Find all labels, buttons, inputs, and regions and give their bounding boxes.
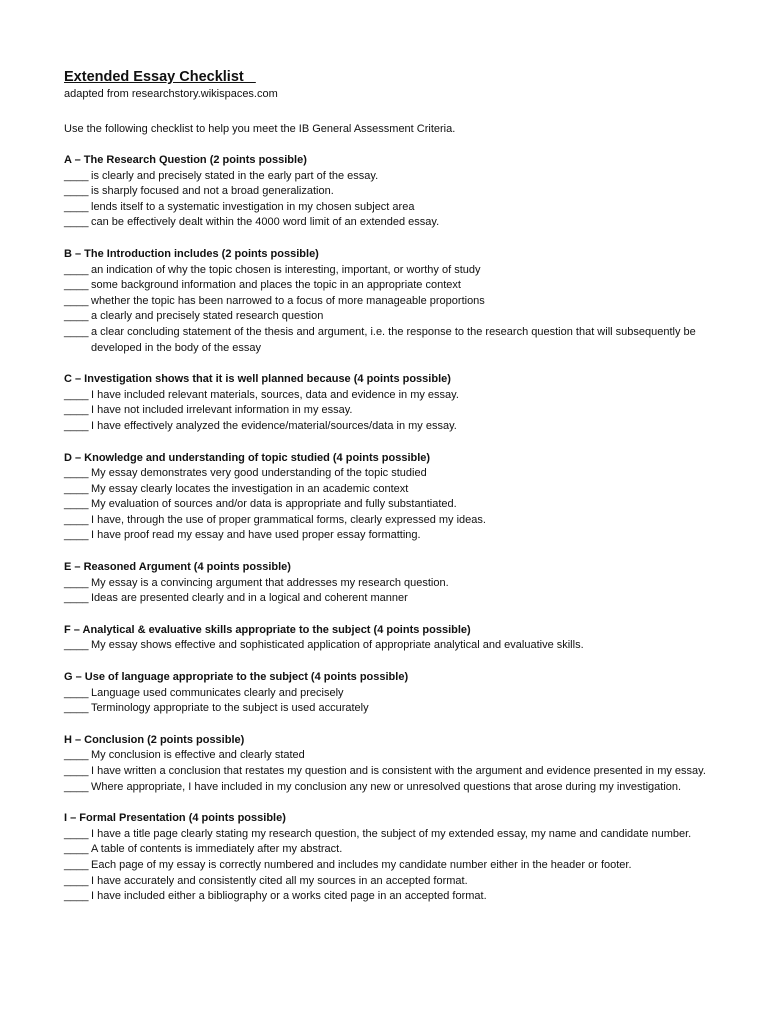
checklist-section bbox=[64, 153, 728, 231]
checklist-item bbox=[64, 388, 728, 404]
checklist-item bbox=[64, 748, 728, 764]
checklist-item-text: Ideas are presented clearly and in a logical and coherent manner bbox=[91, 592, 408, 605]
checklist-item-text: I have a title page clearly stating my research question, the subject of my extended essay, my name and candidate number. bbox=[91, 827, 692, 840]
checklist-item-text: Each page of my essay is correctly numbered and includes my candidate number either in the header or footer. bbox=[91, 858, 632, 871]
section-heading: E – Reasoned Argument (4 points possible) bbox=[64, 561, 291, 574]
checklist-item bbox=[64, 780, 728, 796]
check-blank: ____ bbox=[64, 780, 89, 793]
checklist-section bbox=[64, 560, 728, 607]
checklist-items bbox=[64, 263, 728, 357]
checklist-items bbox=[64, 638, 728, 654]
checklist-item-text: is sharply focused and not a broad generalization. bbox=[91, 185, 334, 198]
check-blank: ____ bbox=[64, 827, 89, 840]
checklist-item bbox=[64, 513, 728, 529]
checklist-item-text: a clear concluding statement of the thesis and argument, i.e. the response to the research question that will subsequently be developed in the body of the essay bbox=[91, 325, 696, 354]
checklist-item-text: My essay demonstrates very good understanding of the topic studied bbox=[91, 467, 427, 480]
checklist-item bbox=[64, 263, 728, 279]
checklist-item bbox=[64, 842, 728, 858]
checklist-sections bbox=[64, 153, 728, 905]
checklist-item-text: an indication of why the topic chosen is interesting, important, or worthy of study bbox=[91, 263, 481, 276]
checklist-section bbox=[64, 451, 728, 545]
checklist-item-text: Where appropriate, I have included in my conclusion any new or unresolved questions that arose during my investigation. bbox=[91, 780, 682, 793]
checklist-item-text: I have included relevant materials, sources, data and evidence in my essay. bbox=[91, 388, 459, 401]
section-heading: H – Conclusion (2 points possible) bbox=[64, 733, 245, 746]
checklist-item-text: My essay shows effective and sophisticated application of appropriate analytical and evaluative skills. bbox=[91, 639, 584, 652]
checklist-item bbox=[64, 874, 728, 890]
source-note: adapted from researchstory.wikispaces.com bbox=[64, 88, 278, 100]
checklist-item bbox=[64, 466, 728, 482]
check-blank: ____ bbox=[64, 639, 89, 652]
checklist-item-text: is clearly and precisely stated in the early part of the essay. bbox=[91, 169, 379, 182]
check-blank: ____ bbox=[64, 482, 89, 495]
checklist-section bbox=[64, 733, 728, 795]
checklist-item-text: some background information and places the topic in an appropriate context bbox=[91, 279, 461, 292]
check-blank: ____ bbox=[64, 388, 89, 401]
checklist-item bbox=[64, 309, 728, 325]
check-blank: ____ bbox=[64, 467, 89, 480]
checklist-item-text: I have not included irrelevant information in my essay. bbox=[91, 404, 353, 417]
checklist-item bbox=[64, 497, 728, 513]
check-blank: ____ bbox=[64, 200, 89, 213]
section-heading: I – Formal Presentation (4 points possible) bbox=[64, 812, 286, 825]
section-heading: B – The Introduction includes (2 points possible) bbox=[64, 247, 319, 260]
checklist-item bbox=[64, 889, 728, 905]
checklist-item bbox=[64, 325, 728, 356]
check-blank: ____ bbox=[64, 858, 89, 871]
checklist-item bbox=[64, 701, 728, 717]
check-blank: ____ bbox=[64, 702, 89, 715]
check-blank: ____ bbox=[64, 513, 89, 526]
check-blank: ____ bbox=[64, 749, 89, 762]
checklist-item-text: My conclusion is effective and clearly stated bbox=[91, 749, 305, 762]
checklist-items bbox=[64, 169, 728, 231]
checklist-items bbox=[64, 388, 728, 435]
check-blank: ____ bbox=[64, 404, 89, 417]
checklist-item-text: I have, through the use of proper grammatical forms, clearly expressed my ideas. bbox=[91, 513, 486, 526]
checklist-item bbox=[64, 403, 728, 419]
checklist-item bbox=[64, 764, 728, 780]
checklist-item bbox=[64, 591, 728, 607]
check-blank: ____ bbox=[64, 686, 89, 699]
checklist-item-text: My essay is a convincing argument that addresses my research question. bbox=[91, 576, 449, 589]
checklist-item-text: Terminology appropriate to the subject is used accurately bbox=[91, 702, 369, 715]
checklist-item-text: I have written a conclusion that restates my question and is consistent with the argument and evidence presented in my essay. bbox=[91, 765, 706, 777]
section-heading: C – Investigation shows that it is well planned because (4 points possible) bbox=[64, 373, 451, 386]
check-blank: ____ bbox=[64, 216, 89, 229]
checklist-item-text: whether the topic has been narrowed to a focus of more manageable proportions bbox=[91, 294, 485, 307]
checklist-section bbox=[64, 670, 728, 717]
checklist-item bbox=[64, 294, 728, 310]
check-blank: ____ bbox=[64, 843, 89, 856]
checklist-item-text: I have accurately and consistently cited all my sources in an accepted format. bbox=[91, 874, 468, 887]
check-blank: ____ bbox=[64, 310, 89, 323]
check-blank: ____ bbox=[64, 529, 89, 542]
check-blank: ____ bbox=[64, 169, 89, 182]
checklist-section bbox=[64, 623, 728, 654]
checklist-section bbox=[64, 247, 728, 356]
check-blank: ____ bbox=[64, 325, 89, 338]
checklist-item-text: A table of contents is immediately after my abstract. bbox=[91, 843, 343, 856]
section-heading: D – Knowledge and understanding of topic studied (4 points possible) bbox=[64, 451, 431, 464]
checklist-section bbox=[64, 372, 728, 434]
check-blank: ____ bbox=[64, 279, 89, 292]
checklist-item-text: My evaluation of sources and/or data is appropriate and fully substantiated. bbox=[91, 498, 457, 511]
checklist-item-text: lends itself to a systematic investigation in my chosen subject area bbox=[91, 200, 415, 213]
checklist-item bbox=[64, 278, 728, 294]
checklist-item-text: I have effectively analyzed the evidence/material/sources/data in my essay. bbox=[91, 419, 457, 432]
check-blank: ____ bbox=[64, 294, 89, 307]
check-blank: ____ bbox=[64, 576, 89, 589]
checklist-item bbox=[64, 858, 728, 874]
checklist-item-text: I have proof read my essay and have used proper essay formatting. bbox=[91, 529, 421, 542]
check-blank: ____ bbox=[64, 263, 89, 276]
check-blank: ____ bbox=[64, 765, 89, 777]
intro-text: Use the following checklist to help you meet the IB General Assessment Criteria. bbox=[64, 123, 456, 135]
checklist-items bbox=[64, 827, 728, 905]
section-heading: G – Use of language appropriate to the subject (4 points possible) bbox=[64, 671, 409, 684]
check-blank: ____ bbox=[64, 890, 89, 903]
checklist-items bbox=[64, 576, 728, 607]
check-blank: ____ bbox=[64, 592, 89, 605]
checklist-item bbox=[64, 419, 728, 435]
checklist-item bbox=[64, 686, 728, 702]
checklist-items bbox=[64, 686, 728, 717]
checklist-item-text: Language used communicates clearly and precisely bbox=[91, 686, 344, 699]
checklist-item-text: My essay clearly locates the investigation in an academic context bbox=[91, 482, 409, 495]
checklist-item bbox=[64, 215, 728, 231]
checklist-item-text: can be effectively dealt within the 4000 word limit of an extended essay. bbox=[91, 216, 440, 229]
checklist-item bbox=[64, 827, 728, 843]
check-blank: ____ bbox=[64, 185, 89, 198]
document-title: Extended Essay Checklist bbox=[64, 69, 256, 85]
checklist-item bbox=[64, 184, 728, 200]
checklist-item-text: a clearly and precisely stated research question bbox=[91, 310, 324, 323]
checklist-item bbox=[64, 638, 728, 654]
section-heading: A – The Research Question (2 points possible) bbox=[64, 154, 307, 166]
checklist-item bbox=[64, 528, 728, 544]
checklist-items bbox=[64, 466, 728, 544]
check-blank: ____ bbox=[64, 498, 89, 511]
checklist-items bbox=[64, 748, 728, 795]
section-heading: F – Analytical & evaluative skills appropriate to the subject (4 points possible) bbox=[64, 623, 471, 636]
checklist-section bbox=[64, 811, 728, 905]
checklist-item-text: I have included either a bibliography or a works cited page in an accepted format. bbox=[91, 890, 487, 903]
check-blank: ____ bbox=[64, 874, 89, 887]
checklist-item bbox=[64, 169, 728, 185]
checklist-item bbox=[64, 576, 728, 592]
check-blank: ____ bbox=[64, 419, 89, 432]
checklist-item bbox=[64, 200, 728, 216]
checklist-item bbox=[64, 482, 728, 498]
